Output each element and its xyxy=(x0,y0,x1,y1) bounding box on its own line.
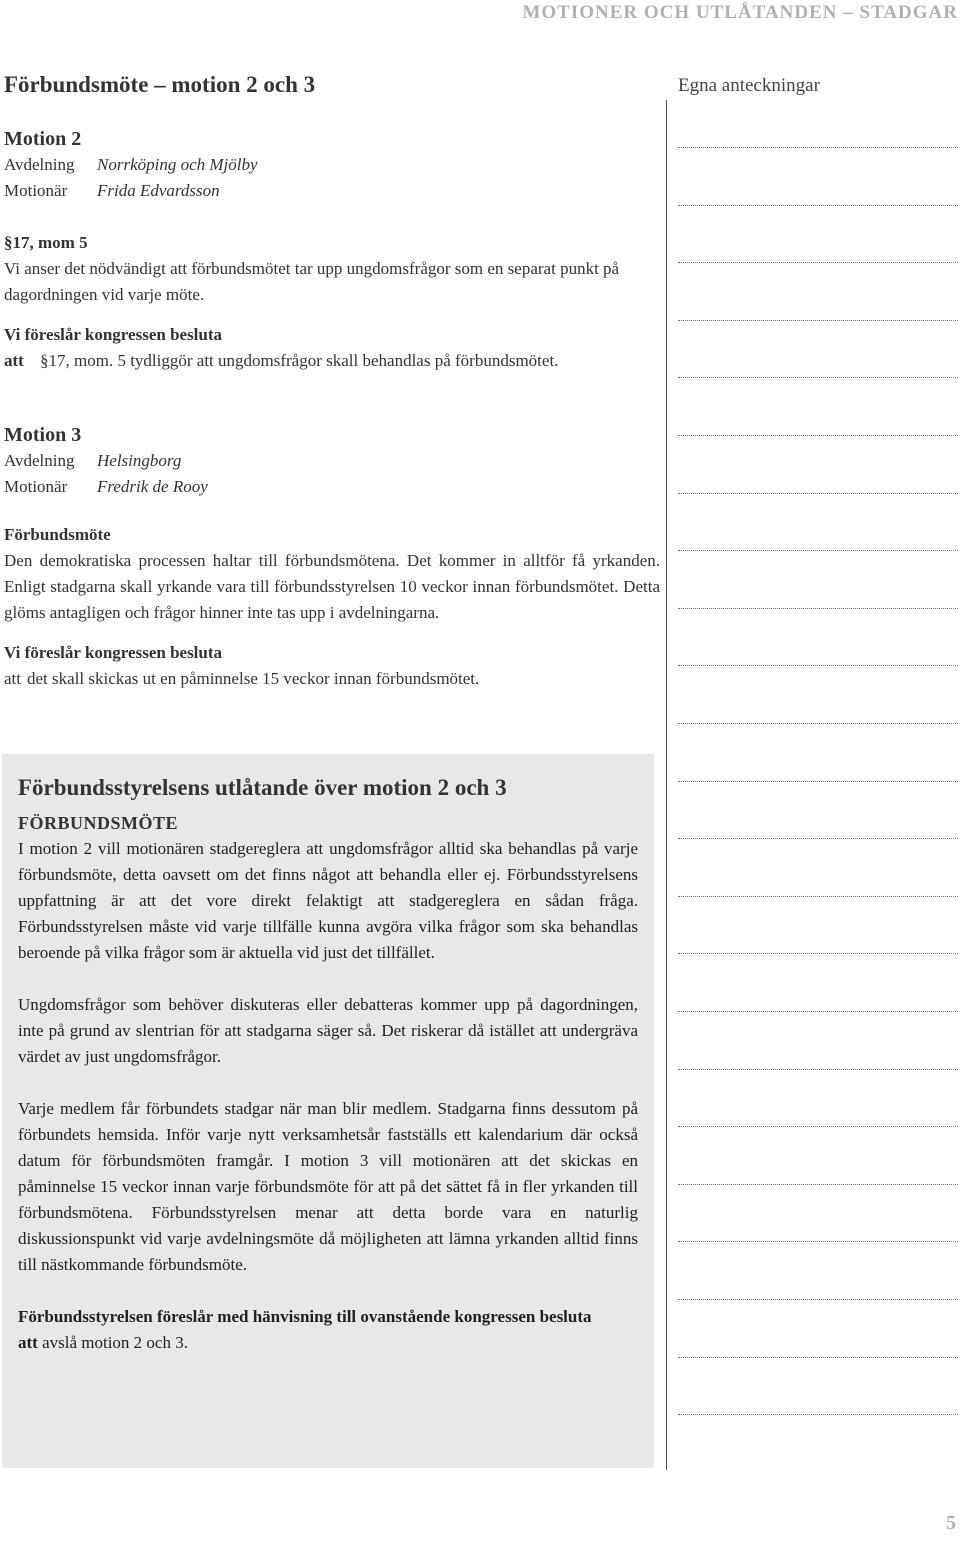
note-line xyxy=(678,838,958,839)
note-line xyxy=(678,550,958,551)
motionar-value: Frida Edvardsson xyxy=(97,181,220,200)
motion3-motionar xyxy=(4,474,660,500)
att-text: det skall skickas ut en påminnelse 15 veckor innan förbundsmötet. xyxy=(27,669,480,688)
statement-paragraph-1: I motion 2 vill motionären stadgereglera att ungdomsfrågor alltid ska behandlas på varje förbundsmöte, detta oavsett om det finns något att behandla eller ej. Förbundsstyrelsens uppfattning är att det vore direkt felaktigt att stadgereglera en sådan fråga. Förbundsstyrelsen måste vid varje tillfälle kunna avgöra vilka frågor som ska behandlas beroende på vilka frågor som är aktuella vid just det tillfället. xyxy=(18,839,638,962)
att-label: att xyxy=(18,1333,38,1352)
note-line xyxy=(678,781,958,782)
notes-title: Egna anteckningar xyxy=(678,75,820,96)
statement-content xyxy=(18,772,638,1356)
motion3-text: Den demokratiska processen haltar till förbundsmötena. Det kommer in alltför få yrkanden. Enligt stadgarna skall yrkande vara till förbundsstyrelsen 10 veckor innan förbundsmötet. Detta glöms antagligen och frågor hinner inte tas upp i avdelningarna. xyxy=(4,551,660,622)
page-number: 5 xyxy=(946,1512,956,1534)
running-header: MOTIONER OCH UTLÅTANDEN – STADGAR xyxy=(522,2,958,23)
avdelning-label: Avdelning xyxy=(4,451,75,470)
motions-section xyxy=(4,126,660,692)
note-line xyxy=(678,1241,958,1242)
motion3-proposal-heading: Vi föreslår kongressen besluta xyxy=(4,643,223,662)
statement-paragraph-2: Ungdomsfrågor som behöver diskuteras eller debatteras kommer upp på dagordningen, inte på grund av slentrian för att stadgarna säger så. Det riskerar då istället att undergräva värdet av just ungdomsfrågor. xyxy=(18,995,638,1066)
att-text: avslå motion 2 och 3. xyxy=(42,1333,188,1352)
motion2-proposal-heading: Vi föreslår kongressen besluta xyxy=(4,325,223,344)
statement-paragraph-3: Varje medlem får förbundets stadgar när man blir medlem. Stadgarna finns dessutom på förbundets hemsida. Inför varje nytt verksamhetsår fastställs ett kalendarium där också datum för förbundsmöten framgår. I motion 3 vill motionären att det skickas en påminnelse 15 veckor innan varje förbundsmöte för att på det sättet få in fler yrkanden till förbundsmötena. Förbundsstyrelsen menar att detta borde vara en naturlig diskussionspunkt vid varje avdelningsmöte då möjligheten att lämna yrkanden alltid finns till nästkommande förbundsmöte. xyxy=(18,1099,638,1274)
motion2-section-title: §17, mom 5 xyxy=(4,233,88,252)
note-line xyxy=(678,377,958,378)
motion3-section-title: Förbundsmöte xyxy=(4,525,111,544)
note-line xyxy=(678,262,958,263)
note-line xyxy=(678,723,958,724)
avdelning-value: Norrköping och Mjölby xyxy=(97,155,258,174)
note-line xyxy=(678,608,958,609)
note-line xyxy=(678,493,958,494)
note-line xyxy=(678,1069,958,1070)
motion2-avdelning xyxy=(4,152,660,178)
motion3-avdelning xyxy=(4,448,660,474)
motion2-heading: Motion 2 xyxy=(4,128,82,150)
motion2-motionar xyxy=(4,178,660,204)
note-line xyxy=(678,205,958,206)
note-line xyxy=(678,435,958,436)
motion3-att-row xyxy=(4,666,660,692)
note-line xyxy=(678,896,958,897)
note-line xyxy=(678,1184,958,1185)
note-line xyxy=(678,665,958,666)
note-line xyxy=(678,1299,958,1300)
att-text: §17, mom. 5 tydliggör att ungdomsfrågor skall behandlas på förbundsmötet. xyxy=(40,351,559,370)
statement-subtitle: FÖRBUNDSMÖTE xyxy=(18,813,179,833)
note-line xyxy=(678,1126,958,1127)
statement-title: Förbundsstyrelsens utlåtande över motion 2 och 3 xyxy=(18,775,507,800)
avdelning-label: Avdelning xyxy=(4,155,75,174)
statement-att-row xyxy=(18,1330,638,1356)
motion2-text: Vi anser det nödvändigt att förbundsmötet tar upp ungdomsfrågor som en separat punkt på dagordningen vid varje möte. xyxy=(4,259,620,304)
motion2-att-row xyxy=(4,348,660,374)
motionar-label: Motionär xyxy=(4,477,68,496)
att-label: att xyxy=(4,669,21,688)
notes-divider xyxy=(666,100,667,1470)
note-line xyxy=(678,1357,958,1358)
att-label: att xyxy=(4,351,24,370)
note-line xyxy=(678,953,958,954)
note-line xyxy=(678,147,958,148)
motionar-label: Motionär xyxy=(4,181,68,200)
page-title: Förbundsmöte – motion 2 och 3 xyxy=(4,72,316,97)
note-line xyxy=(678,1414,958,1415)
avdelning-value: Helsingborg xyxy=(97,451,182,470)
motion3-heading: Motion 3 xyxy=(4,424,82,446)
statement-proposal-heading: Förbundsstyrelsen föreslår med hänvisning till ovanstående kongressen besluta xyxy=(18,1307,592,1326)
note-line xyxy=(678,320,958,321)
note-line xyxy=(678,1011,958,1012)
motionar-value: Fredrik de Rooy xyxy=(97,477,208,496)
